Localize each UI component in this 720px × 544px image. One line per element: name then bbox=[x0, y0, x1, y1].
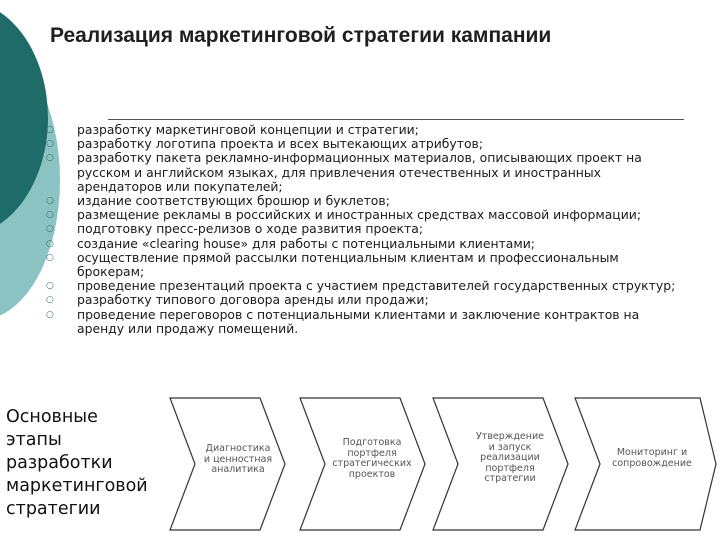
task-text: подготовку пресс-релизов о ходе развития проекта; bbox=[77, 221, 424, 237]
task-text: создание «clearing house» для работы с потенциальными клиентами; bbox=[77, 235, 535, 251]
hollow-circle-icon: ○ bbox=[46, 281, 54, 292]
task-text: размещение рекламы в российских и иностранных средствах массовой информации; bbox=[77, 207, 642, 223]
stage-label-1: Диагностика и ценностная аналитика bbox=[203, 443, 273, 475]
task-text: проведение переговоров с потенциальными клиентами и заключение контрактов на аренду или продажу помещений. bbox=[77, 306, 640, 336]
stage-label-3: Утверждение и запуск реализации портфеля стратегии bbox=[476, 431, 544, 484]
stages-heading: Основные этапы разработки маркетинговой стратегии bbox=[6, 407, 148, 519]
hollow-circle-icon: ○ bbox=[46, 252, 54, 263]
task-text: разработку логотипа проекта и всех вытекающих атрибутов; bbox=[77, 136, 484, 152]
stage-label-2: Подготовка портфеля стратегических проектов bbox=[332, 437, 412, 480]
stage-label-4: Мониторинг и сопровождение bbox=[612, 447, 692, 469]
task-item bbox=[45, 293, 685, 307]
task-text: разработку типового договора аренды или продажи; bbox=[77, 292, 429, 308]
task-item bbox=[45, 251, 685, 279]
task-item bbox=[45, 208, 685, 222]
task-item bbox=[45, 123, 685, 137]
task-item bbox=[45, 237, 685, 251]
slide-title: Реализация маркетинговой стратегии кампании bbox=[50, 24, 552, 47]
hollow-circle-icon: ○ bbox=[46, 309, 54, 320]
task-text: проведение презентаций проекта с участием представителей государственных структур; bbox=[77, 278, 676, 294]
task-list bbox=[45, 123, 685, 336]
hollow-circle-icon: ○ bbox=[46, 224, 54, 235]
hollow-circle-icon: ○ bbox=[46, 210, 54, 221]
task-text: разработку маркетинговой концепции и стратегии; bbox=[77, 122, 419, 137]
task-item bbox=[45, 222, 685, 236]
hollow-circle-icon: ○ bbox=[46, 295, 54, 306]
hollow-circle-icon: ○ bbox=[46, 153, 54, 164]
hollow-circle-icon: ○ bbox=[46, 196, 54, 207]
title-divider bbox=[108, 119, 684, 120]
task-text: издание соответствующих брошюр и буклетов; bbox=[77, 193, 390, 209]
hollow-circle-icon: ○ bbox=[46, 238, 54, 249]
task-text: разработку пакета рекламно-информационных материалов, описывающих проект на русском и английском языках, для привлечения отечественных и иностранных арендаторов или покупателей; bbox=[77, 150, 642, 194]
hollow-circle-icon: ○ bbox=[46, 139, 54, 150]
task-item bbox=[45, 194, 685, 208]
task-text: осуществление прямой рассылки потенциальным клиентам и профессиональным брокерам; bbox=[77, 249, 619, 280]
task-item bbox=[45, 279, 685, 293]
stages-process-flow bbox=[160, 388, 720, 540]
task-item bbox=[45, 137, 685, 151]
task-item bbox=[45, 151, 685, 194]
task-item bbox=[45, 308, 685, 336]
hollow-circle-icon: ○ bbox=[46, 125, 54, 135]
